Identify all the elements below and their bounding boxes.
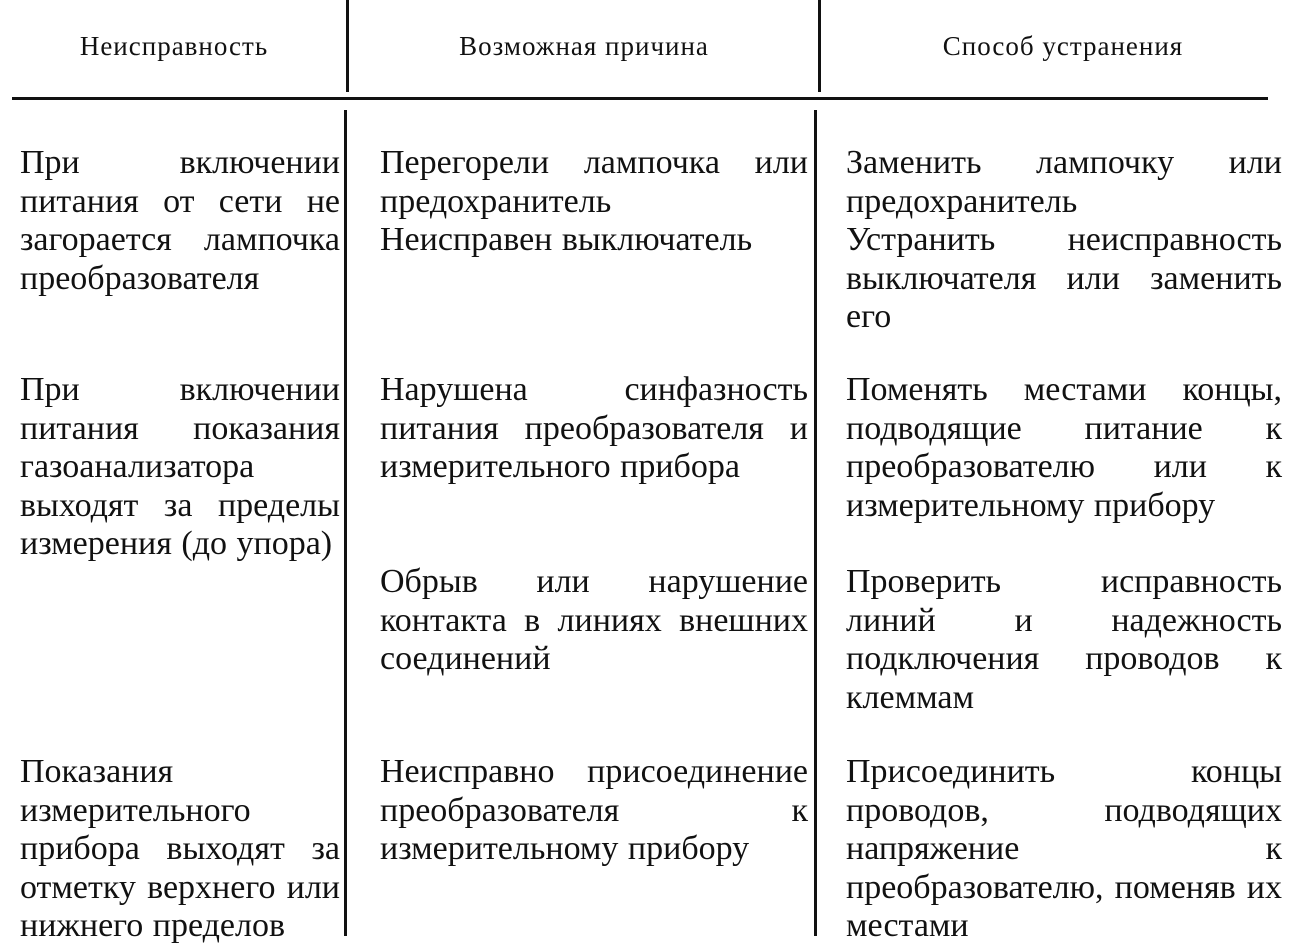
column-divider-1 <box>344 110 347 936</box>
column-header-cause: Возможная причина <box>459 30 709 61</box>
row-2-remedy-1: Поменять местами концы, подводящие питание к преобразователю или к измерительному прибору <box>846 371 1282 524</box>
row-2-cause-2: Обрыв или нарушение контакта в линиях внешних соединений <box>380 563 808 677</box>
row-1-remedy-1: Заменить лампочку или предохранитель <box>846 144 1282 220</box>
header-divider-1 <box>346 0 349 92</box>
row-3-remedy-1: Присоединить концы проводов, подводящих напряжение к преобразователю, поменяв их местами <box>846 753 1282 944</box>
row-1-cause-2: Неисправен выключатель <box>380 221 753 258</box>
row-2-remedy-2: Проверить исправность линий и надежность подключения проводов к клеммам <box>846 563 1282 716</box>
row-1-remedy-2: Устранить неисправность выключателя или заменить его <box>846 221 1282 335</box>
row-2-cause-1: Нарушена синфазность питания преобразователя и измерительного прибора <box>380 371 808 485</box>
row-3-cause-1: Неисправно присоединение преобразователя к измерительному прибору <box>380 753 808 867</box>
row-1-cause-1: Перегорели лампочка или предохранитель <box>380 144 808 220</box>
row-2-fault: При включении питания показания газоанализатора выходят за пределы измерения (до упора) <box>20 371 340 562</box>
header-divider-2 <box>818 0 821 92</box>
column-header-fault: Неисправность <box>79 30 269 61</box>
row-1-fault: При включении питания от сети не загорается лампочка преобразователя <box>20 144 340 297</box>
header-rule <box>12 97 1268 100</box>
row-3-fault: Показания измерительного прибора выходят за отметку верхнего или нижнего пределов <box>20 753 340 944</box>
column-divider-2 <box>814 110 817 936</box>
column-header-remedy: Способ устранения <box>942 30 1184 61</box>
